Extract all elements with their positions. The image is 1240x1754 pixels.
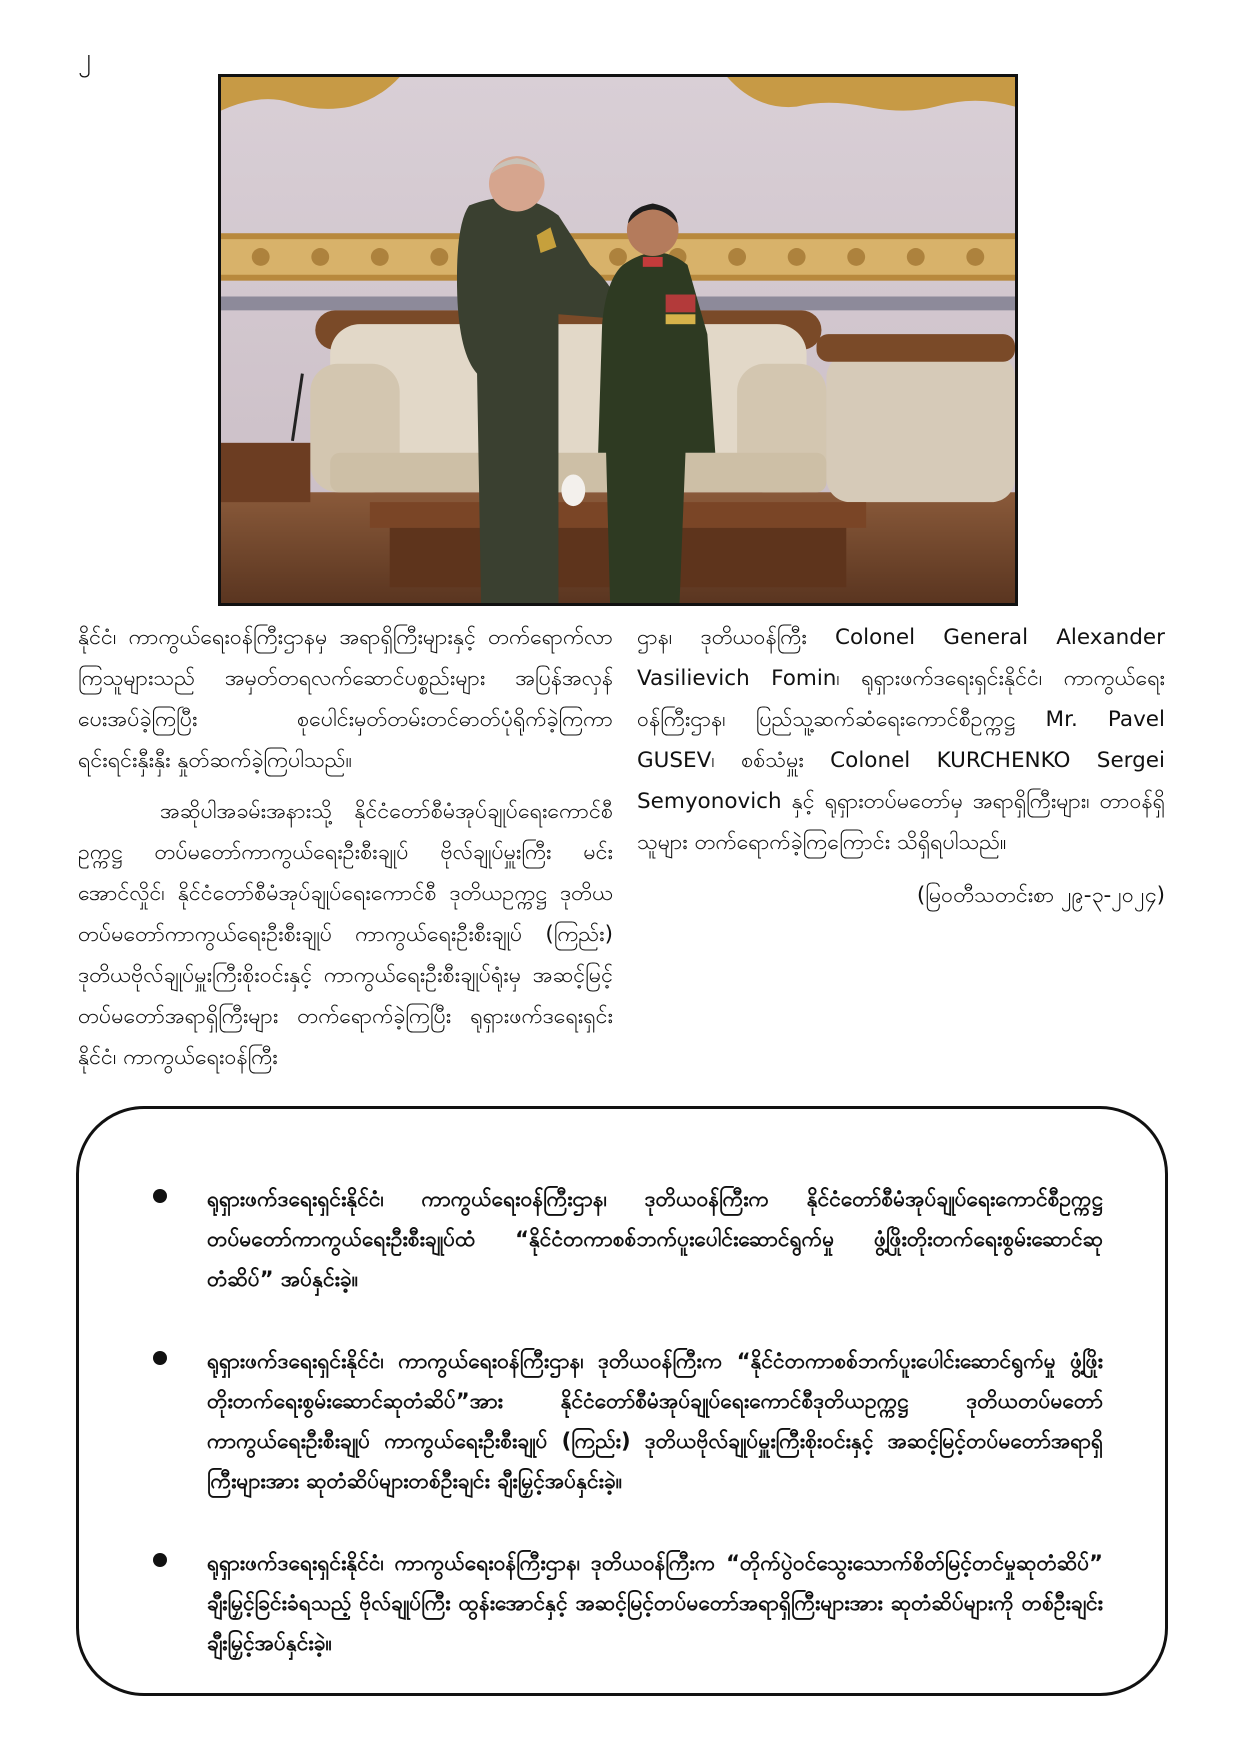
summary-bullet-text: ရုရှားဖက်ဒရေးရှင်းနိုင်ငံ၊ ကာကွယ်ရေးဝန်ကြီးဌာန၊ ဒုတိယဝန်ကြီးက နိုင်ငံတော်စီမံအုပ်ချုပ်ရေးကောင်စီဥက္ကဋ္ဌ တပ်မတော်ကာကွယ်ရေးဦးစီးချုပ်ထံ “နိုင်ငံတကာစစ်ဘက်ပူးပေါင်းဆောင်ရွက်မှု ဖွံ့ဖြိုးတိုးတက်ရေးစွမ်းဆောင်ဆုတံဆိပ်” အပ်နှင်းခဲ့။: [207, 1187, 1103, 1291]
bullet-dot-icon: [153, 1351, 167, 1365]
bullet-dot-icon: [153, 1553, 167, 1567]
ceremony-photo-illustration: [221, 77, 1015, 603]
summary-bullet-text: ရုရှားဖက်ဒရေးရှင်းနိုင်ငံ၊ ကာကွယ်ရေးဝန်ကြီးဌာန၊ ဒုတိယဝန်ကြီးက “နိုင်ငံတကာစစ်ဘက်ပူးပေါင်းဆောင်ရွက်မှု ဖွံ့ဖြိုးတိုးတက်ရေးစွမ်းဆောင်ဆုတံဆိပ်”အား နိုင်ငံတော်စီမံအုပ်ချုပ်ရေးကောင်စီဒုတိယဥက္ကဋ္ဌ ဒုတိယတပ်မတော်ကာကွယ်ရေးဦးစီးချုပ် ကာကွယ်ရေးဦးစီးချုပ် (ကြည်း) ဒုတိယဗိုလ်ချုပ်မှူးကြီးစိုးဝင်းနှင့် အဆင့်မြင့်တပ်မတော်အရာရှိကြီးများအား ဆုတံဆိပ်များတစ်ဦးချင်း ချီးမြှင့်အပ်နှင်းခဲ့။: [207, 1349, 1103, 1493]
source-citation: (မြဝတီသတင်းစာ ၂၉-၃-၂၀၂၄): [916, 883, 1165, 908]
left-column: [78, 617, 613, 1078]
right-paragraph-1: ဌာန၊ ဒုတိယဝန်ကြီး Colonel General Alexander Vasilievich Fomin၊ ရုရှားဖက်ဒရေးရှင်းနိုင်ငံ၊ ကာကွယ်ရေးဝန်ကြီးဌာန၊ ပြည်သူ့ဆက်ဆံရေးကောင်စီဥက္ကဋ္ဌ Mr. Pavel GUSEV၊ စစ်သံမှူး Colonel KURCHENKO Sergei Semyonovich နှင့် ရုရှားတပ်မတော်မှ အရာရှိကြီးများ၊ တာဝန်ရှိသူများ တက်ရောက်ခဲ့ကြကြောင်း သိရှိရပါသည်။: [637, 625, 1165, 855]
summary-box: [76, 1106, 1168, 1696]
summary-bullet-item: [153, 1543, 1103, 1663]
bullet-dot-icon: [153, 1189, 167, 1203]
summary-bullet-item: [153, 1179, 1103, 1299]
summary-bullet-text: ရုရှားဖက်ဒရေးရှင်းနိုင်ငံ၊ ကာကွယ်ရေးဝန်ကြီးဌာန၊ ဒုတိယဝန်ကြီးက “တိုက်ပွဲဝင်သွေးသောက်စိတ်မြင့်တင်မှုဆုတံဆိပ်” ချီးမြှင့်ခြင်းခံရသည့် ဗိုလ်ချုပ်ကြီး ထွန်းအောင်နှင့် အဆင့်မြင့်တပ်မတော်အရာရှိကြီးများအား ဆုတံဆိပ်များကို တစ်ဦးချင်း ချီးမြှင့်အပ်နှင်းခဲ့။: [207, 1551, 1103, 1655]
ceremony-photo: [218, 74, 1018, 606]
summary-bullet-list: [153, 1179, 1103, 1663]
summary-bullet-item: [153, 1341, 1103, 1501]
page-number: ၂: [78, 43, 91, 73]
right-column: [637, 617, 1165, 916]
left-paragraph-1: နိုင်ငံ၊ ကာကွယ်ရေးဝန်ကြီးဌာနမှ အရာရှိကြီးများနှင့် တက်ရောက်လာကြသူများသည် အမှတ်တရလက်ဆောင်ပစ္စည်းများ အပြန်အလှန် ပေးအပ်ခဲ့ကြပြီး စုပေါင်းမှတ်တမ်းတင်ဓာတ်ပုံရိုက်ခဲ့ကြကာ ရင်းရင်းနှီးနှီး နှုတ်ဆက်ခဲ့ကြပါသည်။: [78, 625, 613, 773]
left-paragraph-2: အဆိုပါအခမ်းအနားသို့ နိုင်ငံတော်စီမံအုပ်ချုပ်ရေးကောင်စီဥက္ကဋ္ဌ တပ်မတော်ကာကွယ်ရေးဦးစီးချုပ် ဗိုလ်ချုပ်မှူးကြီး မင်းအောင်လှိုင်၊ နိုင်ငံတော်စီမံအုပ်ချုပ်ရေးကောင်စီ ဒုတိယဥက္ကဋ္ဌ ဒုတိယတပ်မတော်ကာကွယ်ရေးဦးစီးချုပ် ကာကွယ်ရေးဦးစီးချုပ် (ကြည်း) ဒုတိယဗိုလ်ချုပ်မှူးကြီးစိုးဝင်းနှင့် ကာကွယ်ရေးဦးစီးချုပ်ရုံးမှ အဆင့်မြင့်တပ်မတော်အရာရှိကြီးများ တက်ရောက်ခဲ့ကြပြီး ရုရှားဖက်ဒရေးရှင်းနိုင်ငံ၊ ကာကွယ်ရေးဝန်ကြီး: [78, 799, 613, 1070]
